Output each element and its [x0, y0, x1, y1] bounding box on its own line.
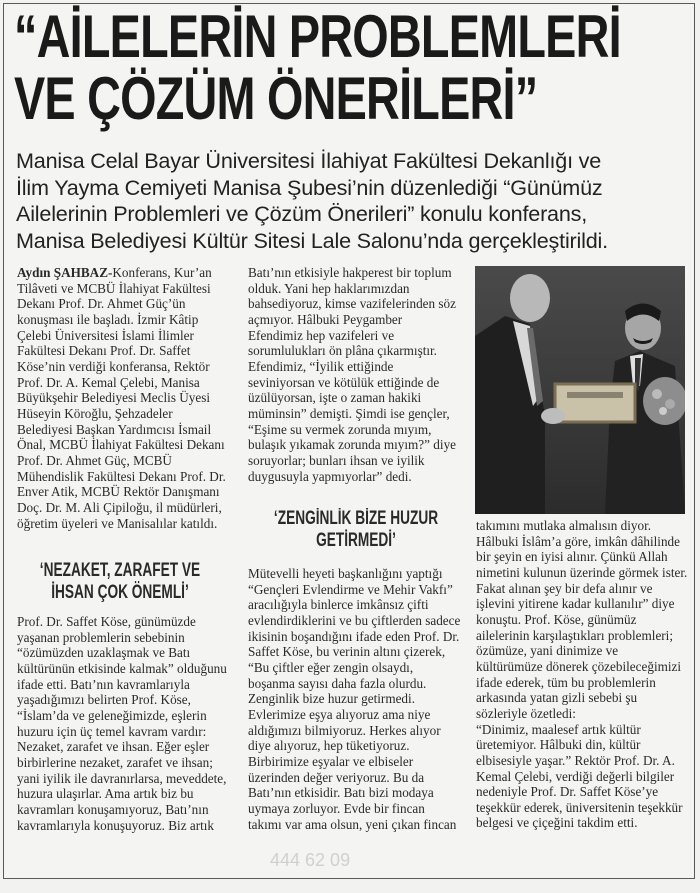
body-line: sözleriyle özetledi: [476, 705, 576, 721]
body-line: soruyorlar; bunları ihsan ve iyilik [248, 452, 425, 468]
body-line: kavramlarıyla konuşuyoruz. Biz artık [17, 817, 215, 833]
body-line: Fakat alınan şey bir defa alınır ve [476, 580, 653, 596]
body-line: bahsediyoruz, kimse vazifelerinden söz [248, 296, 456, 312]
body-line: sorumlulukları ön plâna çıkarmıştır. [248, 343, 437, 359]
body-line: teşekkür ederek, üniversitenin teşekkür [476, 799, 683, 815]
body-line: huzura ulaşırlar. Ama artık biz bu [17, 786, 194, 802]
body-line: Dekanı Prof. Dr. Ahmet Güç’ün [17, 296, 186, 312]
body-line: yaşanan problemlerin sebebinin [17, 629, 185, 645]
body-line: ifade ederek, tüm bu problemlerin [476, 674, 656, 690]
body-line: birbirlerine nezaket, zarafet ve ihsan; [17, 754, 213, 770]
body-line: bir şeyin en iyisi alınır. Çünkü Allah [476, 549, 668, 565]
body-line: “İslam’da ve geleneğimizde, eşlerin [17, 707, 207, 723]
body-line: ikisinin boşandığını ifade eden Prof. Dr. [248, 628, 460, 644]
body-line: bulaşık yıkamak zorunda mıyım?” diye [248, 437, 457, 453]
bouquet [643, 377, 685, 425]
body-line: boşanma sayısı daha fazla olurdu. [248, 675, 427, 691]
body-line: uymaya zorluyor. Evde bir fincan [248, 800, 425, 816]
body-line: “Gençleri Evlendirme ve Mehir Vakfı” [248, 581, 453, 597]
body-line: Mütevelli heyeti başkanlığını yaptığı [248, 566, 443, 581]
body-line: Batı’nın etkisidir. Batı bizi modaya [248, 785, 434, 801]
body-line: Doç. Dr. M. Ali Çipiloğu, il müdürleri, [17, 499, 222, 515]
body-line: Köse’nin verdiği konferansa, Rektör [17, 358, 210, 374]
body-line: kavramları konuşamıyoruz, Batı’nın [17, 801, 209, 817]
body-line: Tilâveti ve MCBÜ İlahiyat Fakültesi [17, 280, 211, 296]
body-line: evlendirdiklerini ve bu çiftlerden sadece [248, 612, 461, 628]
body-line: aldığımızı bilmiyoruz. Herkes alıyor [248, 722, 441, 738]
body-line: konuştu. Prof. Köse, günümüz [476, 611, 637, 627]
body-line: arkasında yatan gizli sebebi şu [476, 690, 638, 706]
body-line: kültürünün etkisinde kalmak” olduğunu [17, 660, 227, 676]
body-line: Zenginlik bize huzur getirmedi. [248, 691, 415, 707]
photo-illustration [475, 266, 685, 514]
headline-line-1: “AİLELERİN PROBLEMLERİ [14, 3, 621, 70]
subheading-line: ‘ZENGİNLİK BİZE HUZUR [273, 508, 439, 529]
body-line: huzuru için üç temel kavram vardır: [17, 723, 207, 739]
body-line: ifade etti. Batı’nın kavramlarıyla [17, 676, 190, 692]
deck-summary [16, 148, 700, 254]
body-line: Prof. Dr. Saffet Köse, günümüzde [17, 614, 196, 629]
body-line: konuşması ile başladı. İzmir Kâtip [17, 311, 199, 327]
subheading-line: GETİRMEDİ’ [316, 530, 396, 551]
body-line: “Eşime su vermek zorunda mıyım, [248, 421, 432, 437]
body-line: Enver Atik, MCBÜ Rektör Danışmanı [17, 484, 220, 500]
body-line: açmıyor. Hâlbuki Peygamber [248, 311, 403, 327]
body-line: Batı’nın etkisiyle hakperest bir toplum [248, 265, 452, 280]
body-line: diye alıyoruz, hep tüketiyoruz. [248, 738, 410, 754]
body-line: Efendimiz hep vazifeleri ve [248, 327, 395, 343]
body-line: olduk. Yani hep haklarımızdan [248, 280, 410, 296]
column-1 [17, 265, 237, 531]
body-line: yani iyilik ile davranırlarsa, meveddete, [17, 770, 227, 786]
deck-line: Manisa Belediyesi Kültür Sitesi Lale Salonu’nda gerçekleştirildi. [16, 227, 608, 253]
certificate [555, 384, 635, 422]
body-line: Çelebi Üniversitesi İslami İlimler [17, 327, 194, 343]
body-line: seviniyorsan ve kötülük ettiğinde de [248, 374, 440, 390]
body-line: aracılığıyla binlerce imkânsız çifti [248, 597, 429, 613]
body-line: nimetini kulunun üzerinde görmek ister. [476, 564, 688, 580]
body-line: “Bu çiftler eğer zengin olsaydı, [248, 659, 414, 675]
body-line: duygusuyla yapmıyorlar” dedi. [248, 468, 412, 484]
body-line: Efendimiz, “İyilik ettiğinde [248, 358, 394, 374]
body-line: Kemal Çelebi, verdiği değerli bilgiler [476, 768, 675, 784]
deck-line: Manisa Celal Bayar Üniversitesi İlahiyat Fakültesi Dekanlığı ve [16, 148, 602, 173]
subheading-1 [12, 560, 228, 604]
body-line: Hüseyin Köroğlu, Şehzadeler [17, 405, 173, 421]
body-line: Hâlbuki İslâm’a göre, imkân dâhilinde [476, 533, 680, 549]
body-line: üzülüyorsan, işte o zaman hakiki [248, 390, 422, 406]
right-man-suit [605, 351, 685, 514]
body-line: Prof. Dr. A. Kemal Çelebi, Manisa [17, 374, 200, 390]
subheading-line: İHSAN ÇOK ÖNEMLİ’ [51, 582, 189, 603]
body-line: üzerinden değer veriyoruz. Bu da [248, 769, 425, 785]
body-line: özümüze, yani dinimize ve [476, 643, 619, 659]
headline [14, 3, 621, 132]
body-line: kültürümüze dönerek çözebileceğimizi [476, 658, 682, 674]
body-line: “Dinimiz, maalesef artık kültür [476, 721, 641, 737]
subheading-2 [248, 508, 464, 552]
left-man-head [510, 274, 550, 322]
body-line: Mühendislik Fakültesi Dekanı Prof. Dr. [17, 468, 226, 484]
byline: Aydın ŞAHBAZ- [17, 265, 113, 280]
body-line: müminsin” demişti. Şimdi ise gençler, [248, 405, 450, 421]
body-line: Prof. Dr. Ahmet Güç, MCBÜ [17, 452, 172, 468]
column-1-body [17, 614, 237, 833]
body-line: Fakültesi Dekanı Prof. Dr. Saffet [17, 343, 191, 359]
body-line: takımı var ama olsun, yeni çıkan fincan [248, 816, 457, 832]
body-line: yaşadığımızı belirten Prof. Köse, [17, 692, 191, 708]
deck-line: Ailelerinin Problemleri ve Çözüm Önerileri” konulu konferans, [16, 201, 588, 226]
column-3 [476, 518, 698, 831]
body-line: “özümüzden uzaklaşmak ve Batı [17, 645, 191, 661]
body-line: nedeniyle Prof. Dr. Saffet Köse’ye [476, 784, 659, 800]
body-line: elbisesiyle yaşar.” Rektör Prof. Dr. A. [476, 752, 675, 768]
body-line: Belediyesi Başkan Yardımcısı İsmail [17, 421, 212, 437]
subheading-line: ‘NEZAKET, ZARAFET VE [39, 560, 201, 581]
body-line: Büyükşehir Belediyesi Meclis Üyesi [17, 390, 211, 406]
article-photo [475, 266, 685, 514]
body-line: Birbirimize eşyalar ve elbiseler [248, 753, 414, 769]
headline-line-2: VE ÇÖZÜM ÖNERİLERİ” [14, 65, 538, 132]
body-line: Evlerimize eşya alıyoruz ama niye [248, 706, 431, 722]
body-line: işlevini yitirene kadar kullanılır” diye [476, 596, 675, 612]
body-line: takımını mutlaka almalısın diyor. [476, 518, 652, 533]
body-line: belgesi ve çiçeğini takdim etti. [476, 815, 638, 831]
body-line: ailelerinin karşılaştıkları problemleri; [476, 627, 674, 643]
column-2-body [248, 566, 470, 832]
deck-line: İlim Yayma Cemiyeti Manisa Şubesi’nin düzenlediği “Günümüz [16, 174, 603, 200]
body-line: Saffet Köse, bu verinin altını çizerek, [248, 644, 446, 660]
body-line: üretemiyor. Hâlbuki din, kültür [476, 737, 641, 753]
bleed-through-text: 444 62 09 [270, 850, 351, 870]
body-line: Konferans, Kur’an [112, 265, 212, 280]
body-line: öğretim üyeleri ve Manisalılar katıldı. [17, 515, 218, 531]
body-line: Nezaket, zarafet ve ihsan. Eğer eşler [17, 739, 210, 755]
column-2 [248, 265, 470, 484]
body-line: Önal, MCBÜ İlahiyat Fakültesi Dekanı [17, 437, 225, 453]
